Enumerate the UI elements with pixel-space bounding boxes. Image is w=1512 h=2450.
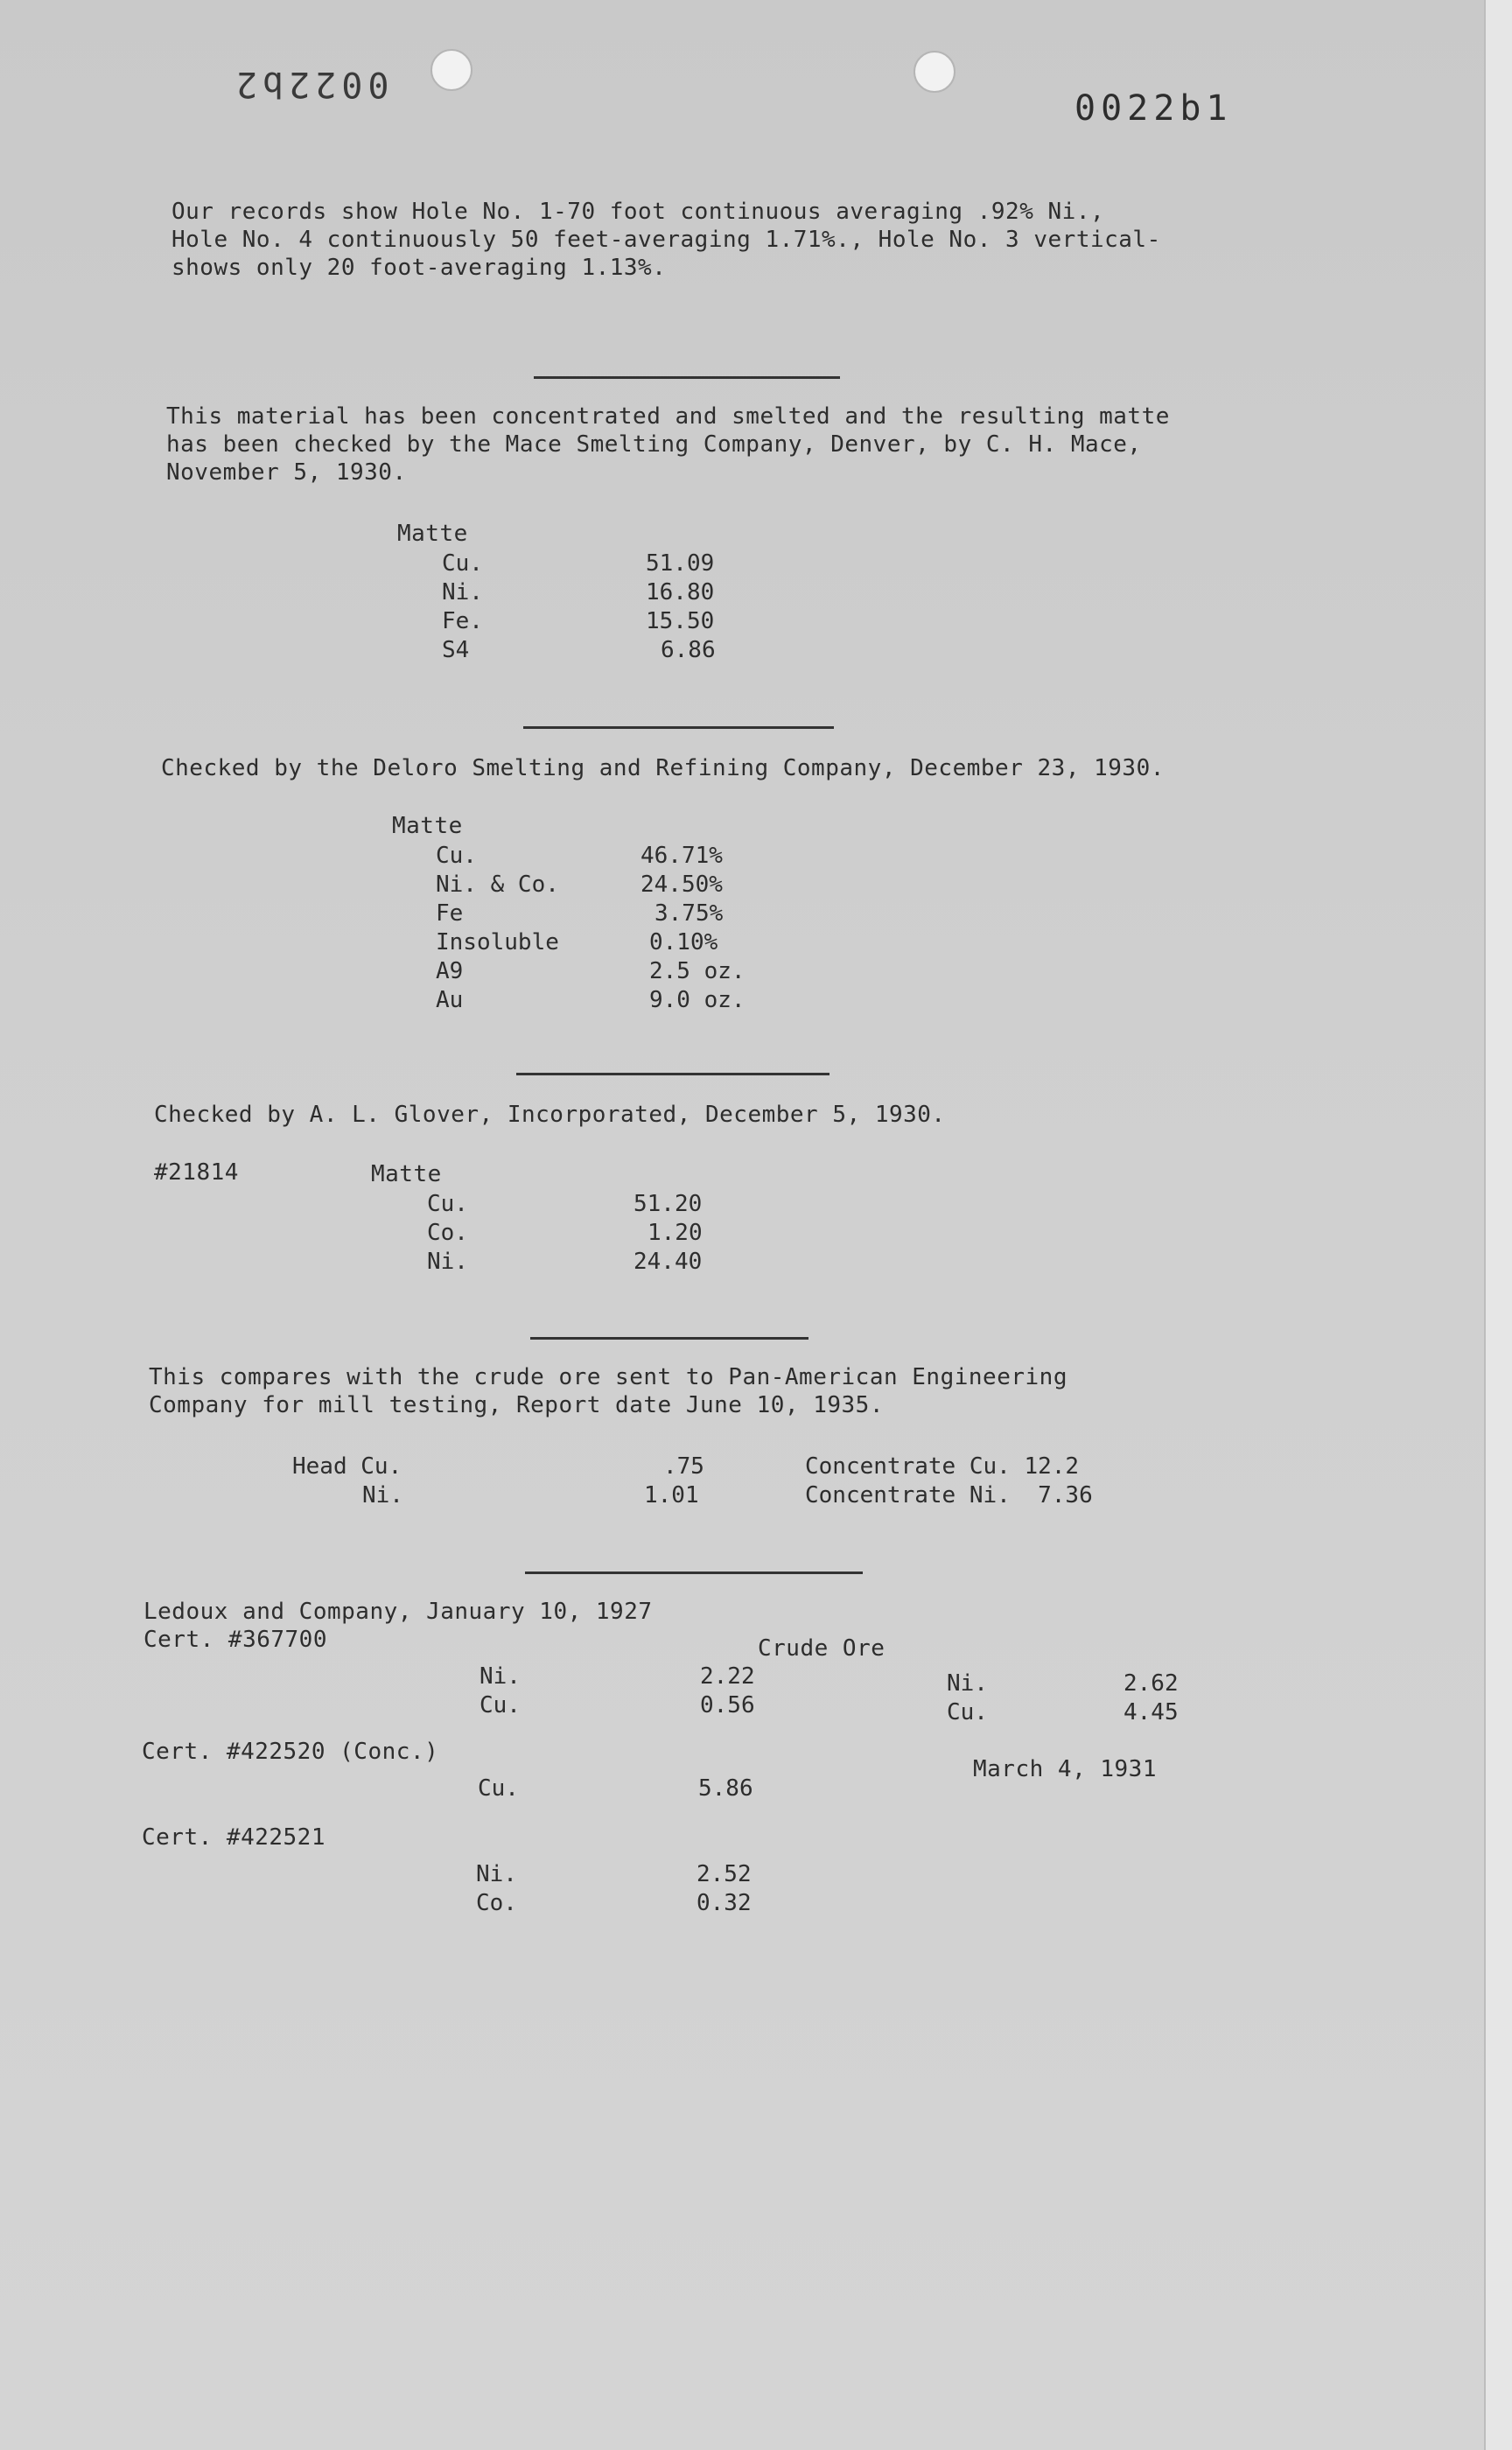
panamerican-line-1: This compares with the crude ore sent to Pan-American Engineering xyxy=(149,1364,1068,1390)
ledoux-cert2-date: March 4, 1931 xyxy=(973,1756,1157,1782)
deloro-label: Au xyxy=(436,987,464,1013)
divider xyxy=(534,376,840,379)
divider xyxy=(516,1073,830,1075)
ledoux-label: Cu. xyxy=(480,1692,521,1718)
mace-value: 15.50 xyxy=(646,608,715,634)
deloro-label: Cu. xyxy=(436,843,477,869)
divider xyxy=(523,726,834,729)
ledoux-crude-ore: Crude Ore xyxy=(758,1635,886,1662)
divider xyxy=(530,1337,808,1340)
ledoux-cert-1: Cert. #367700 xyxy=(144,1627,327,1653)
deloro-value: 24.50% xyxy=(640,872,723,898)
mace-line-2: has been checked by the Mace Smelting Company, Denver, by C. H. Mace, xyxy=(166,431,1142,458)
deloro-label: Insoluble xyxy=(436,929,559,956)
panamerican-label: Head Cu. xyxy=(292,1453,402,1480)
ledoux-value: 5.86 xyxy=(698,1775,753,1802)
mace-label: Fe. xyxy=(442,608,483,634)
deloro-value: 2.5 oz. xyxy=(649,958,746,984)
intro-line-2: Hole No. 4 continuously 50 feet-averaging 1.71%., Hole No. 3 vertical- xyxy=(172,227,1161,253)
mace-line-1: This material has been concentrated and smelted and the resulting matte xyxy=(166,403,1170,430)
paper-edge xyxy=(1484,0,1512,2450)
ledoux-label: Ni. xyxy=(480,1663,521,1690)
ledoux-value: 2.52 xyxy=(696,1861,752,1887)
divider xyxy=(525,1572,863,1574)
mace-label: Ni. xyxy=(442,579,483,606)
glover-table xyxy=(427,1190,777,1286)
ledoux-value: 2.62 xyxy=(1124,1670,1179,1697)
deloro-line: Checked by the Deloro Smelting and Refining Company, December 23, 1930. xyxy=(161,755,1165,781)
ledoux-cert-3: Cert. #422521 xyxy=(142,1824,326,1851)
punch-hole-left xyxy=(430,49,472,91)
glover-label: Co. xyxy=(427,1220,468,1246)
mace-line-3: November 5, 1930. xyxy=(166,459,407,486)
glover-matte-heading: Matte xyxy=(371,1161,442,1187)
deloro-label: Ni. & Co. xyxy=(436,872,559,898)
mace-label: S4 xyxy=(442,637,470,663)
glover-label: Cu. xyxy=(427,1191,468,1217)
ledoux-label: Ni. xyxy=(947,1670,988,1697)
ledoux-value: 0.56 xyxy=(700,1692,755,1718)
ledoux-value: 2.22 xyxy=(700,1663,755,1690)
panamerican-value: .75 xyxy=(663,1453,704,1480)
deloro-table xyxy=(436,842,803,1017)
mace-value: 51.09 xyxy=(646,550,715,577)
deloro-value: 46.71% xyxy=(640,843,723,869)
ledoux-value: 4.45 xyxy=(1124,1699,1179,1726)
ledoux-label: Ni. xyxy=(476,1861,517,1887)
panamerican-concentrate: Concentrate Cu. 12.2 xyxy=(805,1453,1080,1480)
deloro-matte-heading: Matte xyxy=(392,813,463,839)
ledoux-label: Cu. xyxy=(947,1699,988,1726)
ledoux-cert-2: Cert. #422520 (Conc.) xyxy=(142,1739,439,1765)
deloro-value: 9.0 oz. xyxy=(649,987,746,1013)
ledoux-right-table xyxy=(947,1670,1236,1731)
glover-value: 51.20 xyxy=(634,1191,703,1217)
glover-label: Ni. xyxy=(427,1249,468,1275)
glover-value: 24.40 xyxy=(634,1249,703,1275)
stamp-number: 0022b1 xyxy=(1074,88,1233,129)
ledoux-line: Ledoux and Company, January 10, 1927 xyxy=(144,1599,653,1625)
glover-value: 1.20 xyxy=(648,1220,703,1246)
mace-matte-heading: Matte xyxy=(397,521,468,547)
ledoux-value: 0.32 xyxy=(696,1890,752,1916)
deloro-value: 0.10% xyxy=(649,929,718,956)
ledoux-cert1-table xyxy=(480,1662,768,1724)
punch-hole-right xyxy=(914,51,956,93)
ledoux-label: Co. xyxy=(476,1890,517,1916)
stamp-number-inverted: 0022b2 xyxy=(231,64,389,104)
intro-line-3: shows only 20 foot-averaging 1.13%. xyxy=(172,255,667,281)
mace-label: Cu. xyxy=(442,550,483,577)
glover-number: #21814 xyxy=(154,1159,239,1186)
panamerican-table xyxy=(292,1452,1132,1514)
mace-value: 6.86 xyxy=(661,637,716,663)
deloro-label: A9 xyxy=(436,958,464,984)
deloro-label: Fe xyxy=(436,900,464,927)
ledoux-cert3-table xyxy=(476,1860,765,1922)
deloro-value: 3.75% xyxy=(654,900,724,927)
panamerican-concentrate: Concentrate Ni. 7.36 xyxy=(805,1482,1093,1508)
panamerican-value: 1.01 xyxy=(644,1482,699,1508)
ledoux-label: Cu. xyxy=(478,1775,519,1802)
mace-value: 16.80 xyxy=(646,579,715,606)
panamerican-label: Ni. xyxy=(362,1482,403,1508)
ledoux-cert2-table xyxy=(478,1774,766,1806)
glover-line: Checked by A. L. Glover, Incorporated, December 5, 1930. xyxy=(154,1102,946,1128)
intro-line-1: Our records show Hole No. 1-70 foot continuous averaging .92% Ni., xyxy=(172,199,1105,225)
panamerican-line-2: Company for mill testing, Report date June 10, 1935. xyxy=(149,1392,884,1418)
mace-table xyxy=(442,550,792,672)
